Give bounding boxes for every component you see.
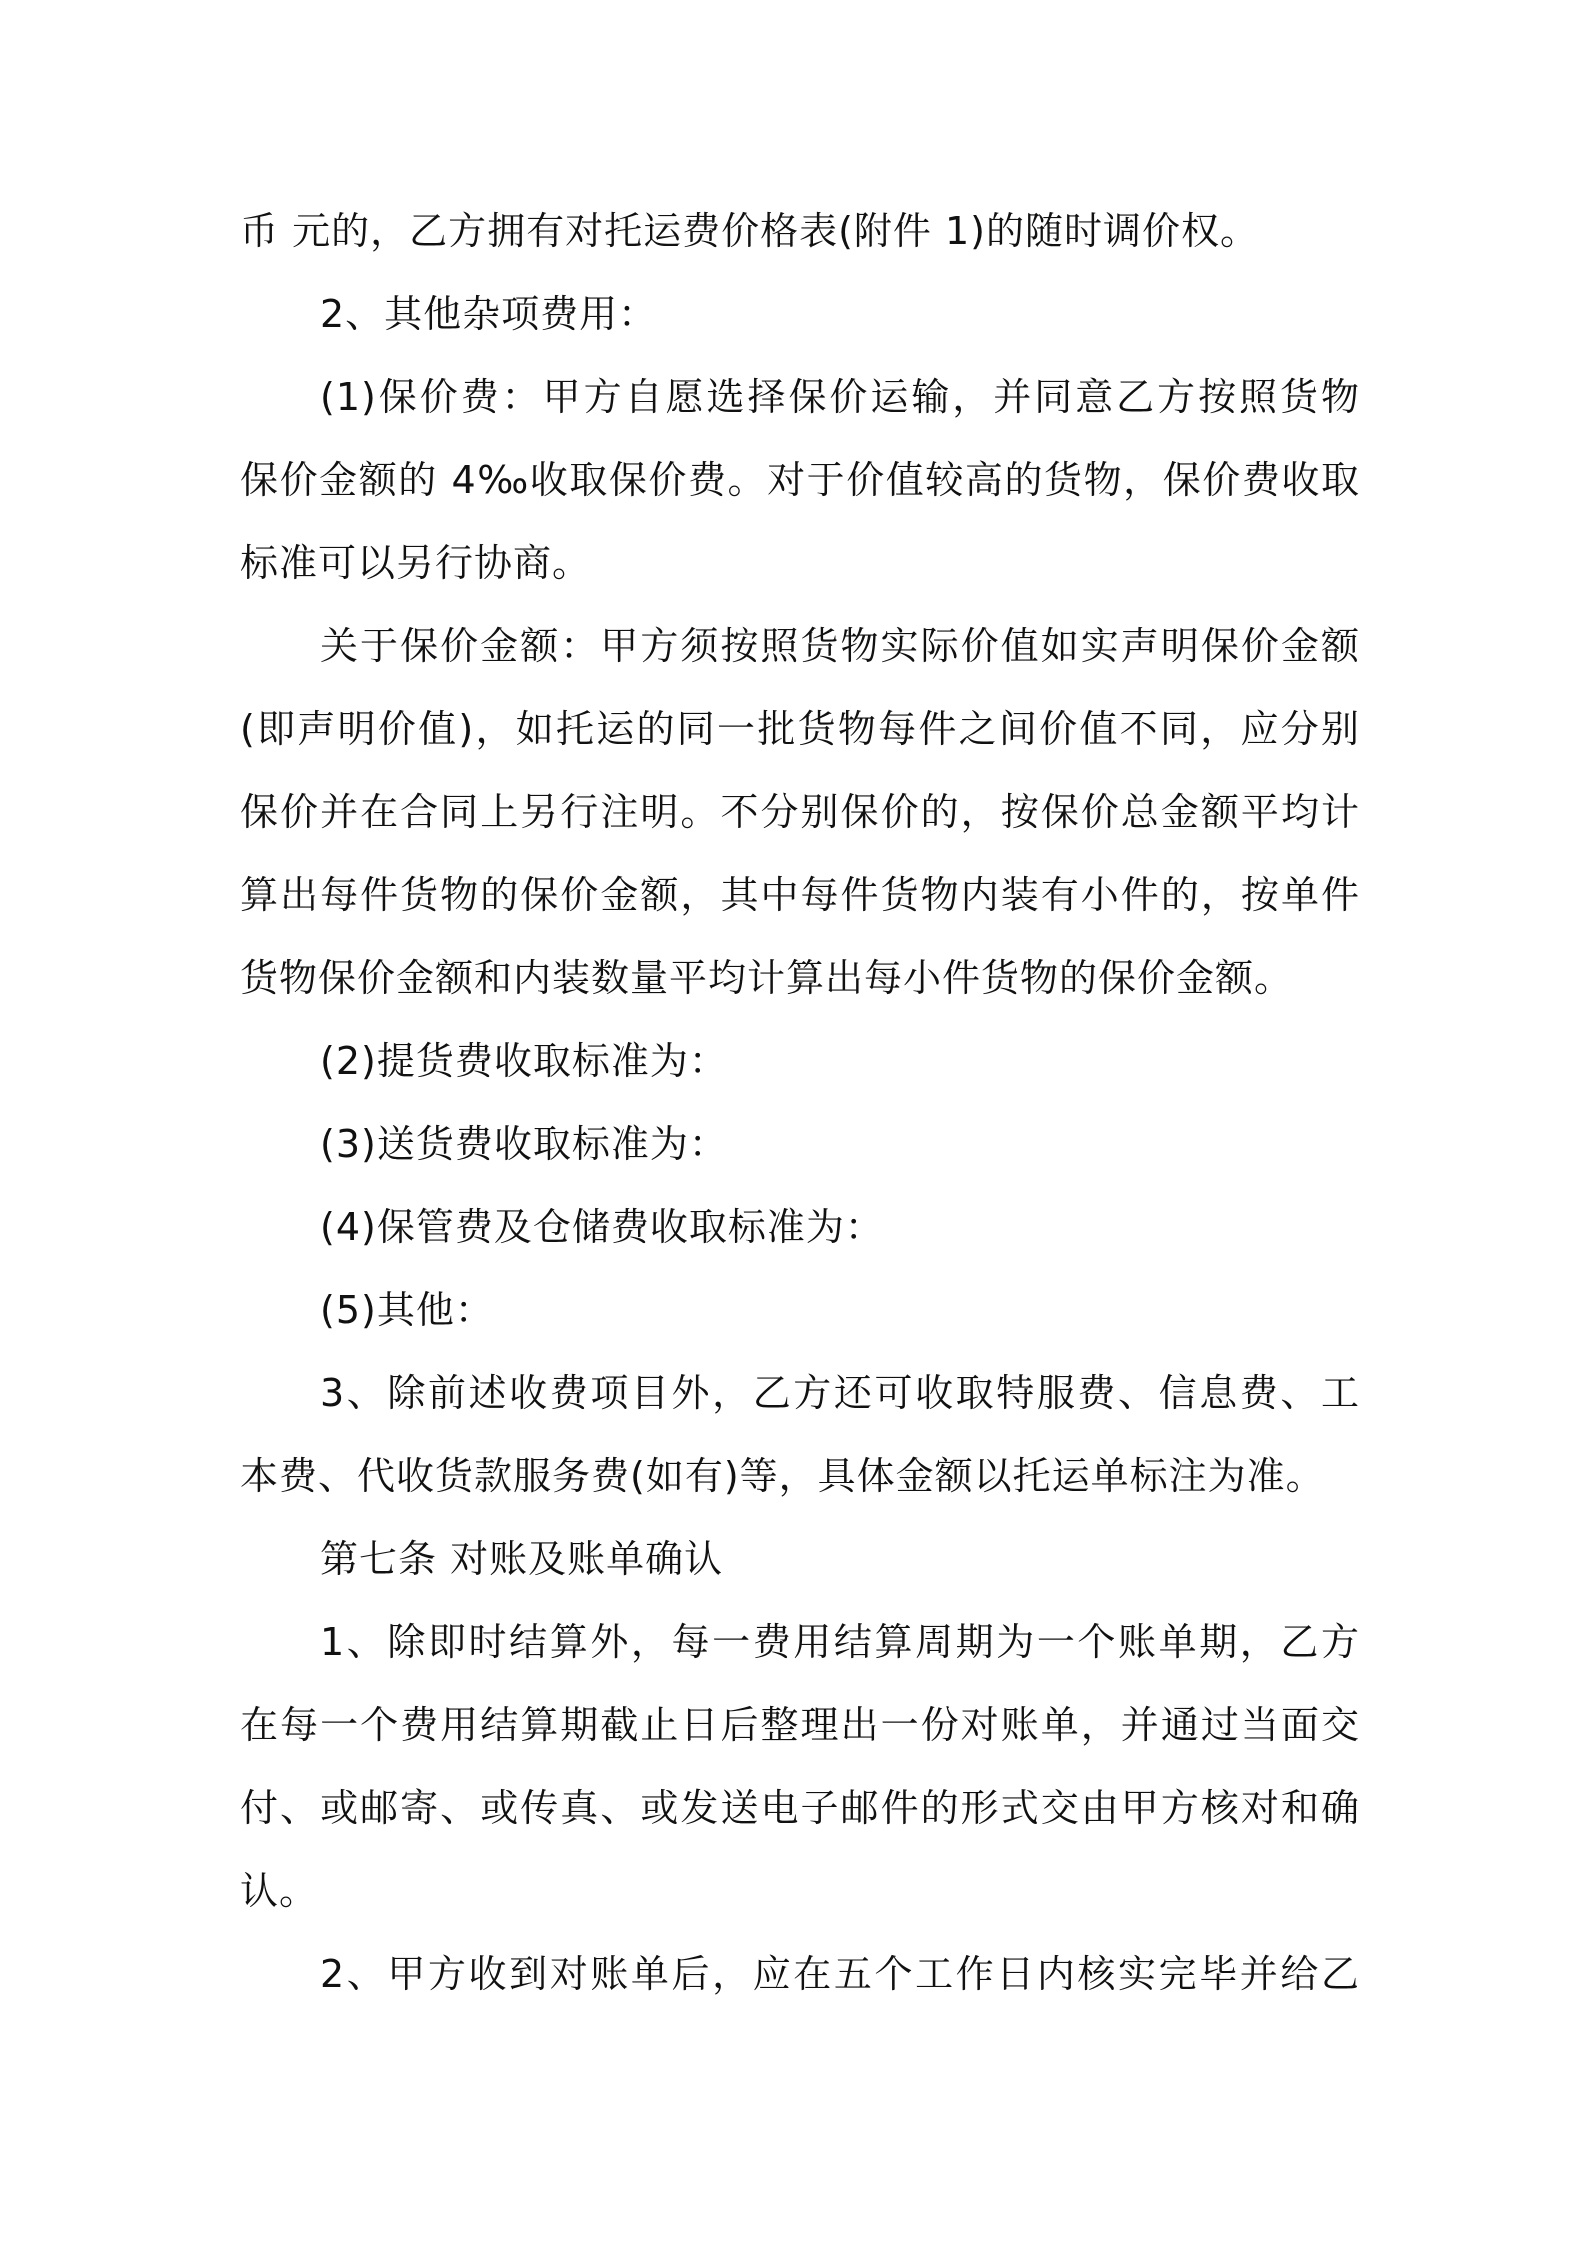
text-line-19: 在每一个费用结算期截止日后整理出一份对账单，并通过当面交	[240, 1703, 1360, 1747]
text-line-15: 3、除前述收费项目外，乙方还可收取特服费、信息费、工	[320, 1371, 1360, 1415]
text-line-5: 标准可以另行协商。	[240, 541, 592, 585]
section-heading: 第七条 对账及账单确认	[320, 1537, 724, 1581]
text-line-1: 币 元的，乙方拥有对托运费价格表(附件 1)的随时调价权。	[240, 209, 1259, 253]
text-line-14: (5)其他：	[320, 1288, 494, 1332]
text-line-16: 本费、代收货款服务费(如有)等，具体金额以托运单标注为准。	[240, 1454, 1325, 1498]
text-line-10: 货物保价金额和内装数量平均计算出每小件货物的保价金额。	[240, 956, 1294, 1000]
text-line-3: (1)保价费：甲方自愿选择保价运输，并同意乙方按照货物	[320, 375, 1360, 419]
text-line-8: 保价并在合同上另行注明。不分别保价的，按保价总金额平均计	[240, 790, 1360, 834]
body-text	[240, 190, 1360, 2016]
text-line-22: 2、甲方收到对账单后，应在五个工作日内核实完毕并给乙	[320, 1952, 1360, 1996]
text-line-21: 认。	[240, 1869, 319, 1913]
text-line-20: 付、或邮寄、或传真、或发送电子邮件的形式交由甲方核对和确	[240, 1786, 1360, 1830]
text-line-9: 算出每件货物的保价金额，其中每件货物内装有小件的，按单件	[240, 873, 1360, 917]
text-line-7: (即声明价值)，如托运的同一批货物每件之间价值不同，应分别	[240, 707, 1360, 751]
text-line-13: (4)保管费及仓储费收取标准为：	[320, 1205, 884, 1249]
text-line-2: 2、其他杂项费用：	[320, 292, 658, 336]
text-line-11: (2)提货费收取标准为：	[320, 1039, 728, 1083]
text-line-12: (3)送货费收取标准为：	[320, 1122, 728, 1166]
text-line-4: 保价金额的 4‰收取保价费。对于价值较高的货物，保价费收取	[240, 458, 1360, 502]
text-line-6: 关于保价金额：甲方须按照货物实际价值如实声明保价金额	[320, 624, 1360, 668]
text-line-18: 1、除即时结算外，每一费用结算周期为一个账单期，乙方	[320, 1620, 1360, 1664]
